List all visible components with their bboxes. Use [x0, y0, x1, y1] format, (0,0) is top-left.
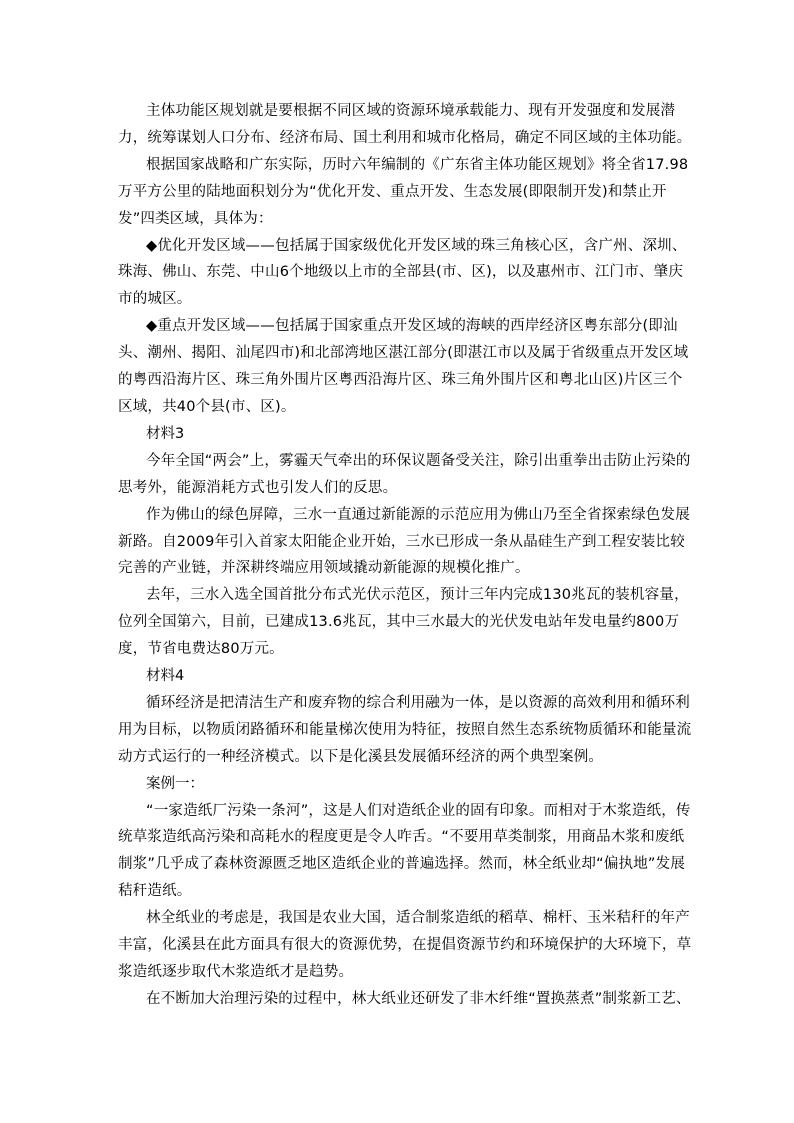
paragraph-sanshui-photovoltaic: 去年，三水入选全国首批分布式光伏示范区，预计三年内完成130兆瓦的装机容量，位列全国第六，目前，已建成13.6兆瓦，其中三水最大的光伏发电站年发电量约800万度，节省电费达80万元。 — [118, 587, 689, 658]
paragraph-optimized-development-zone: ◆优化开发区域——包括属于国家级优化开发区域的珠三角核心区，含广州、深圳、珠海、佛山、东莞、中山6个地级以上市的全部县(市、区)，以及惠州市、江门市、肇庆市的城区。 — [118, 237, 687, 308]
material-4-label: 材料4 — [146, 668, 185, 685]
paragraph-key-development-zone: ◆重点开发区域——包括属于国家重点开发区域的海峡的西岸经济区粤东部分(即汕头、潮州、揭阳、汕尾四市)和北部湾地区湛江部分(即湛江市以及属于省级重点开发区域的粤西沿海片区、珠三角外围片区粤西沿海片区、珠三角外围片区和粤北山区)片区三个区域，共40个县(市、区)。 — [118, 318, 689, 415]
paragraph-two-sessions: 今年全国“两会”上，雾霾天气牵出的环保议题备受关注，除引出重拳出击防止污染的思考外，能源消耗方式也引发人们的反思。 — [118, 452, 691, 496]
paragraph-paper-mill-pollution: “一家造纸厂污染一条河”，这是人们对造纸企业的固有印象。而相对于木浆造纸，传统草浆造纸高污染和高耗水的程度更是令人咋舌。“不要用草类制浆，用商品木浆和废纸制浆”几乎成了森林资源匮乏地区造纸企业的普遍选择。然而，林全纸业却“偏执地”发展秸秆造纸。 — [118, 802, 691, 900]
case-one-label: 案例一： — [146, 775, 204, 792]
paragraph-sanshui-new-energy: 作为佛山的绿色屏障，三水一直通过新能源的示范应用为佛山乃至全省探索绿色发展新路。自2009年引入首家太阳能企业开始，三水已形成一条从晶硅生产到工程安装比较完善的产业链，并深耕终端应用领域撬动新能源的规模化推广。 — [118, 506, 690, 577]
paragraph-guangdong-plan: 根据国家战略和广东实际，历时六年编制的《广东省主体功能区规划》将全省17.98万平方公里的陆地面积划分为“优化开发、重点开发、生态发展(即限制开发)和禁止开发”四类区域，具体为： — [118, 156, 689, 227]
paragraph-functional-zone-definition: 主体功能区规划就是要根据不同区域的资源环境承载能力、现有开发强度和发展潜力，统筹谋划人口分布、经济布局、国土利用和城市化格局，确定不同区域的主体功能。 — [118, 103, 692, 146]
material-3-label: 材料3 — [146, 425, 185, 442]
paragraph-circular-economy: 循环经济是把清洁生产和废弃物的综合利用融为一体，是以资源的高效利用和循环利用为目标，以物质闭路循环和能量梯次使用为特征，按照自然生态系统物质循环和能量流动方式运行的一种经济模式。以下是化溪县发展循环经济的两个典型案例。 — [118, 694, 692, 765]
paragraph-linquan-paper-consideration: 林全纸业的考虑是，我国是农业大国，适合制浆造纸的稻草、棉杆、玉米秸秆的年产丰富，化溪县在此方面具有很大的资源优势，在提倡资源节约和环境保护的大环境下，草浆造纸逐步取代木浆造纸才是趋势。 — [118, 910, 692, 980]
document-body — [118, 98, 694, 1013]
paragraph-pollution-treatment: 在不断加大治理污染的过程中，林大纸业还研发了非木纤维“置换蒸煮”制浆新工艺、 — [146, 990, 691, 1007]
